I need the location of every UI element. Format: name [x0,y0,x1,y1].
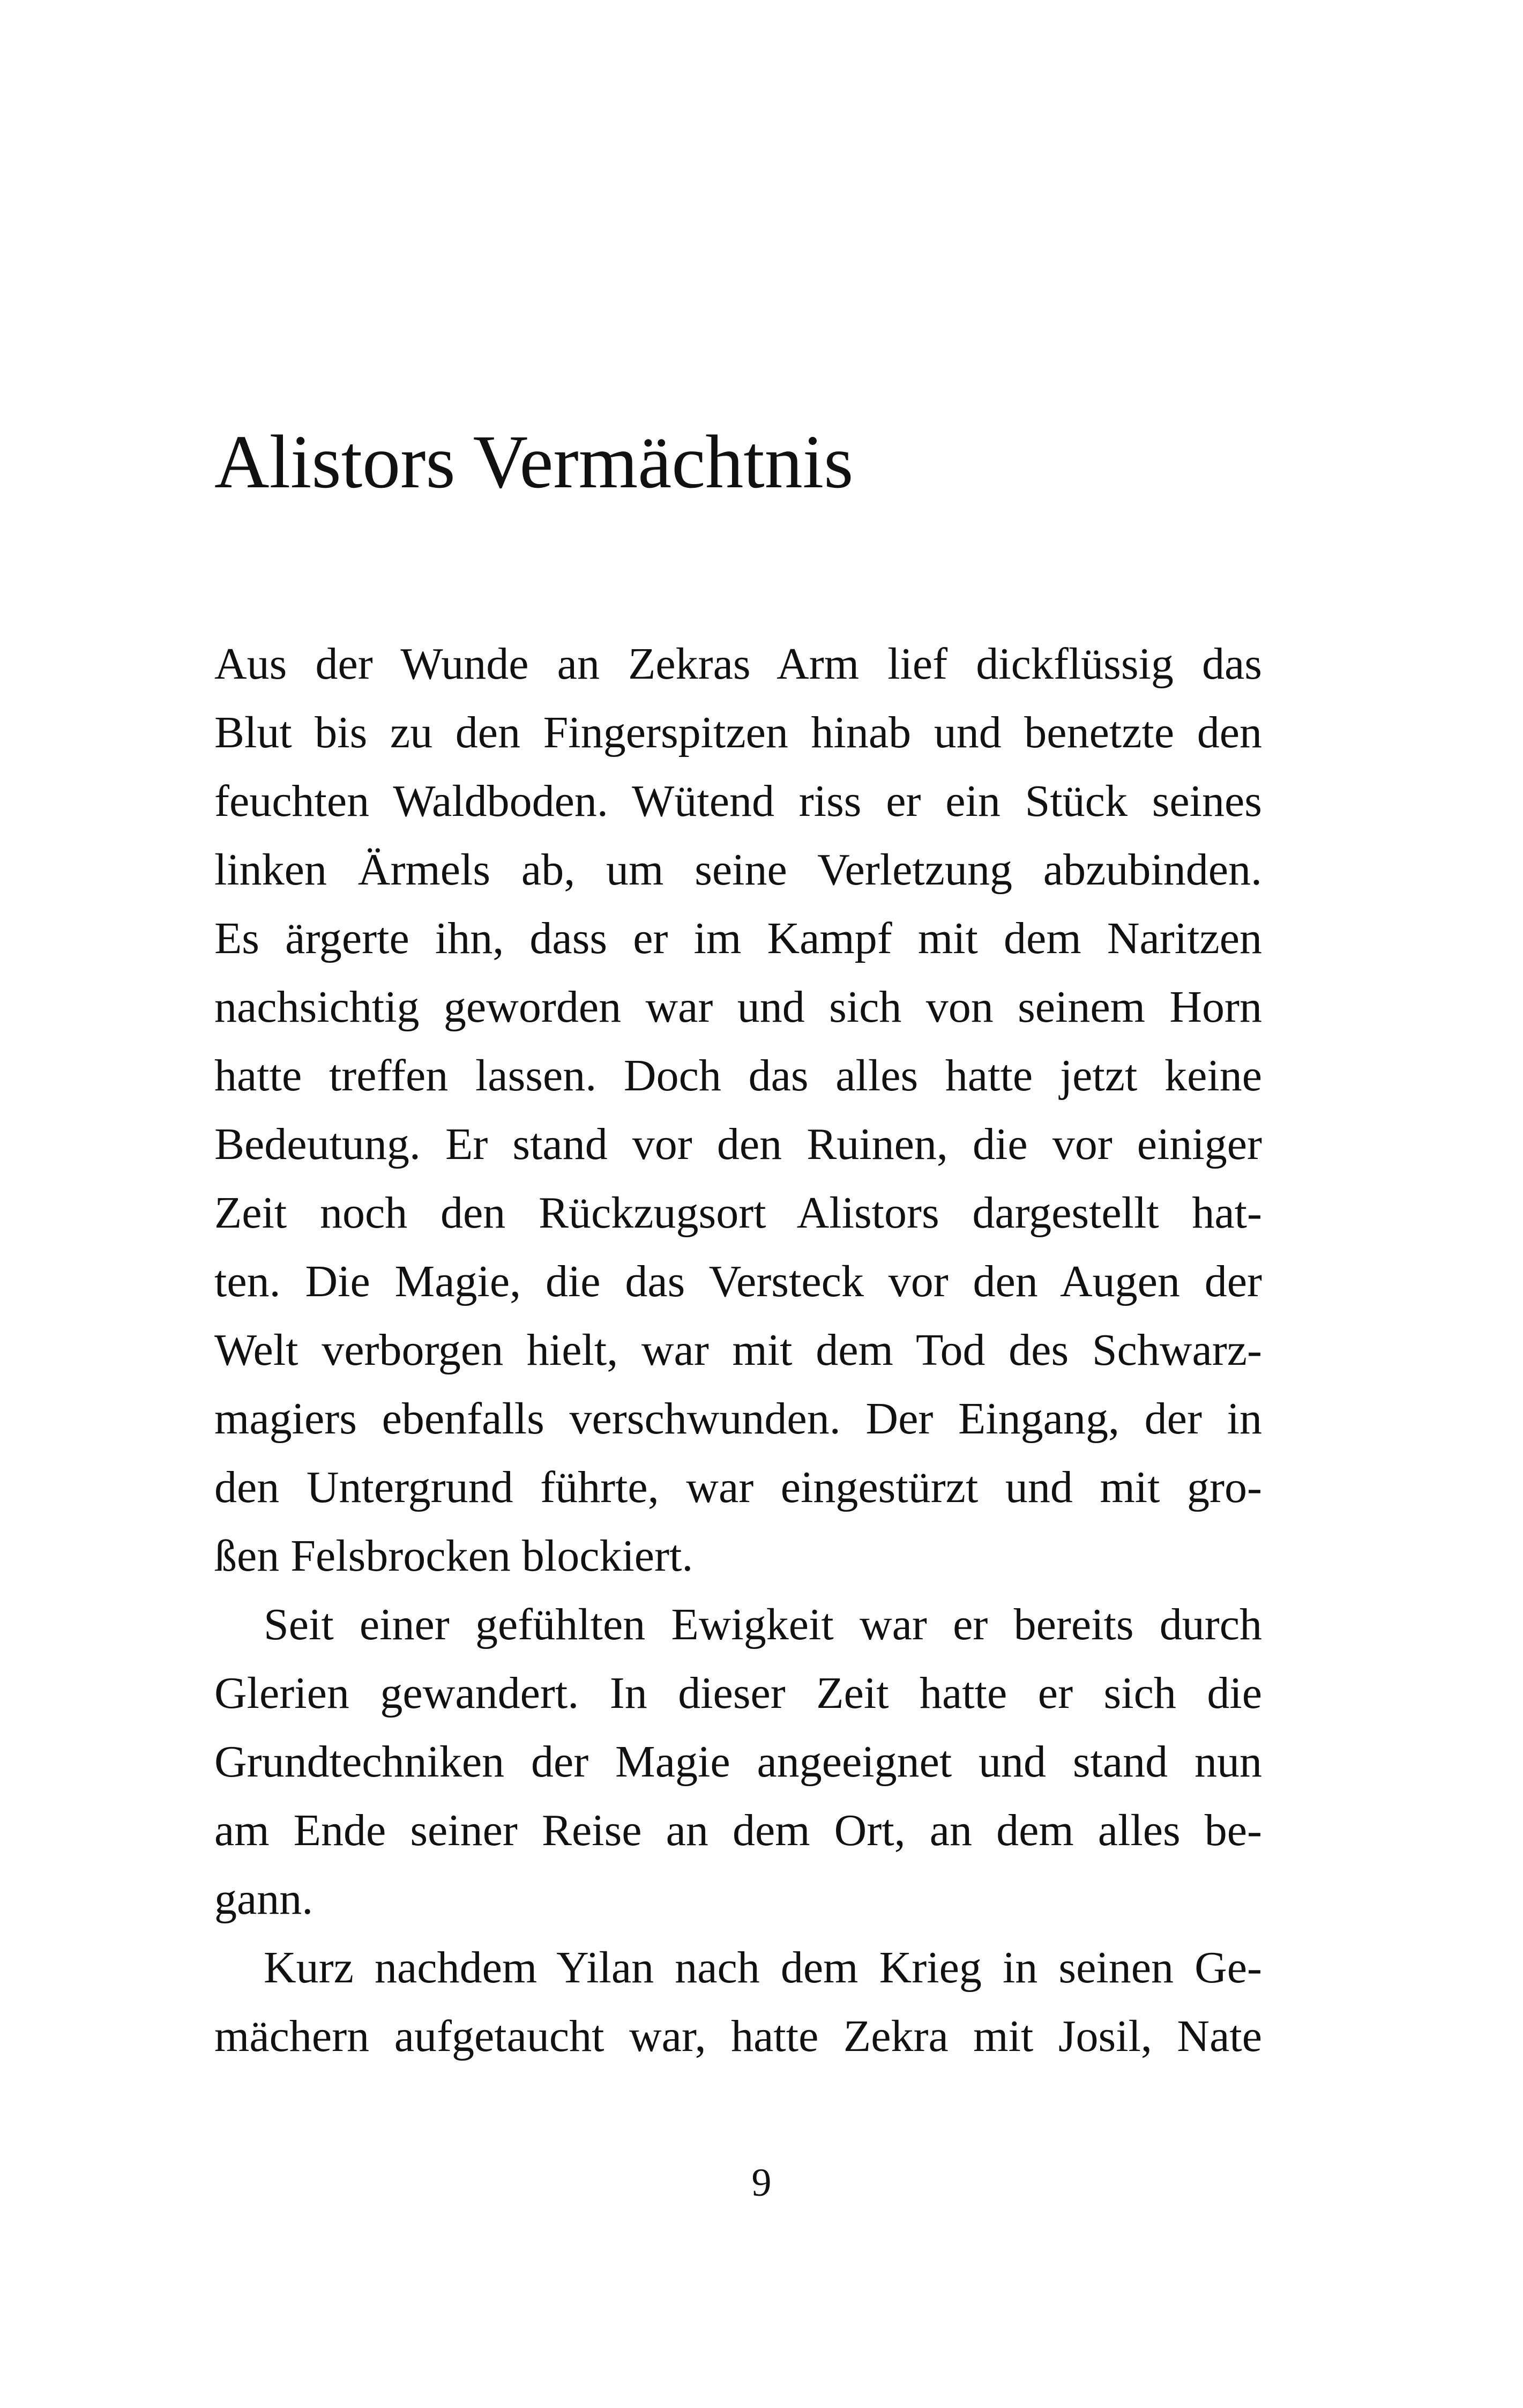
paragraph-1 [214,630,1262,1591]
text-line: mächern aufgetaucht war, hatte Zekra mit Josil, Nate [214,2011,1262,2061]
text-line: Aus der Wunde an Zekras Arm lief dickflüssig das [214,639,1262,689]
text-line: magiers ebenfalls verschwunden. Der Eingang, der in [214,1394,1262,1444]
text-line: ßen Felsbrocken blockiert. [214,1531,693,1581]
text-line: den Untergrund führte, war eingestürzt und mit gro- [214,1462,1262,1512]
text-line: Glerien gewandert. In dieser Zeit hatte er sich die [214,1668,1262,1718]
paragraph-3 [214,1934,1262,2071]
text-line: Kurz nachdem Yilan nach dem Krieg in seinen Ge- [264,1943,1262,1993]
text-line: Welt verborgen hielt, war mit dem Tod des Schwarz- [214,1325,1262,1375]
text-line: Seit einer gefühlten Ewigkeit war er bereits durch [264,1600,1262,1649]
text-line: nachsichtig geworden war und sich von seinem Horn [214,982,1262,1032]
text-line: Zeit noch den Rückzugsort Alistors dargestellt hat- [214,1188,1262,1238]
text-line: Grundtechniken der Magie angeeignet und stand nun [214,1737,1262,1787]
paragraph-2 [214,1591,1262,1934]
chapter-body [214,630,1262,2071]
chapter-title: Alistors Vermächtnis [214,419,854,504]
text-line: linken Ärmels ab, um seine Verletzung abzubinden. [214,845,1262,895]
text-line: ten. Die Magie, die das Versteck vor den Augen der [214,1257,1262,1306]
text-line: hatte treffen lassen. Doch das alles hatte jetzt keine [214,1051,1262,1101]
text-line: Blut bis zu den Fingerspitzen hinab und benetzte den [214,708,1262,757]
text-line: Es ärgerte ihn, dass er im Kampf mit dem Naritzen [214,913,1262,963]
text-line: am Ende seiner Reise an dem Ort, an dem alles be- [214,1805,1262,1855]
text-line: feuchten Waldboden. Wütend riss er ein Stück seines [214,776,1262,826]
page-number: 9 [751,2161,772,2205]
text-line: Bedeutung. Er stand vor den Ruinen, die vor einiger [214,1119,1262,1169]
text-line: gann. [214,1874,313,1924]
